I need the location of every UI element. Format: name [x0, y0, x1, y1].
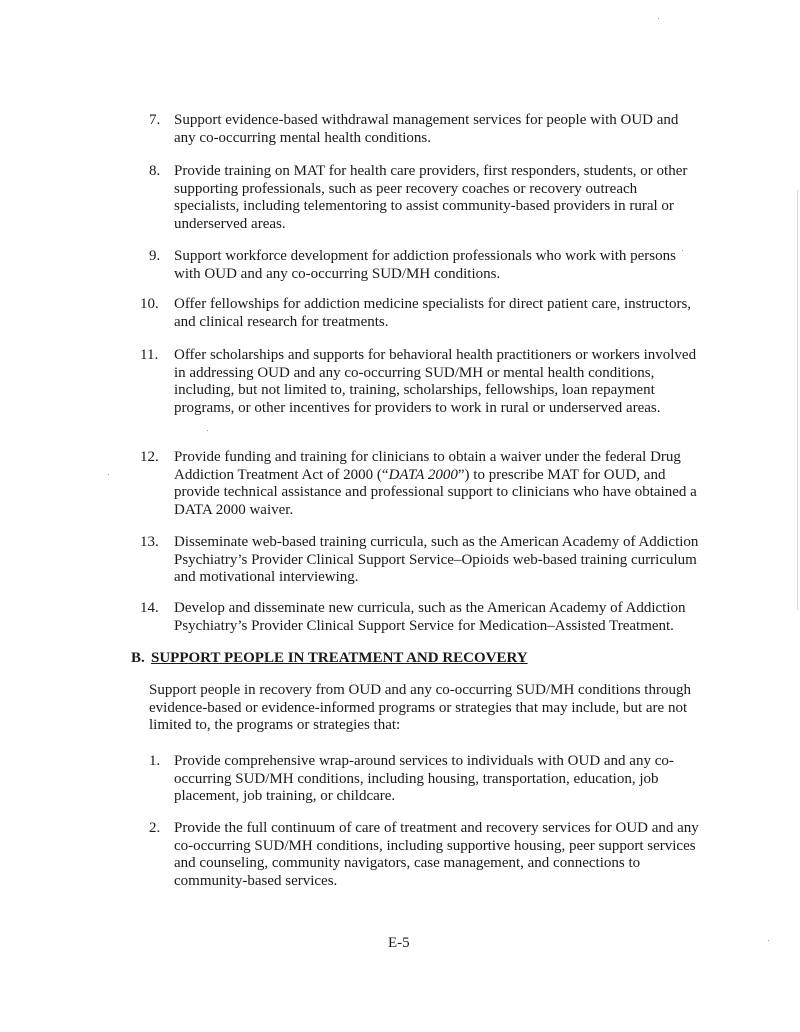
list-item-number: 8.	[149, 163, 161, 179]
list-item-text	[174, 449, 699, 519]
scan-speck	[768, 940, 769, 941]
list-item-number: 13.	[140, 534, 159, 550]
list-item-text: Support workforce development for addiction professionals who work with persons with OUD and any co-occurring SUD/MH conditions.	[174, 248, 676, 282]
list-item-text: Offer scholarships and supports for behavioral health practitioners or workers involved in addressing OUD and any co-occurring SUD/MH or mental health conditions, including, but not limited to, training, scholarships, fellowships, loan repayment programs, or other incentives for providers to work in rural or underserved areas.	[174, 347, 697, 416]
section-title: SUPPORT PEOPLE IN TREATMENT AND RECOVERY	[151, 650, 528, 666]
list-item-b2	[149, 820, 699, 890]
list-item-number: 9.	[149, 248, 161, 264]
page-number: E-5	[388, 935, 410, 951]
scan-speck	[658, 18, 659, 19]
list-item-10	[140, 296, 699, 331]
list-item-number: 11.	[140, 347, 159, 363]
list-item-number: 10.	[140, 296, 159, 312]
section-heading	[131, 650, 528, 668]
scan-edge-artifact	[797, 190, 798, 610]
list-item-12	[140, 449, 699, 519]
list-item-14	[140, 600, 699, 635]
list-item-text: Disseminate web-based training curricula, such as the American Academy of Addiction Psychiatry’s Provider Clinical Support Service–Opioids web-based training curriculum and motivational interviewing.	[174, 534, 699, 586]
list-item-text: Offer fellowships for addiction medicine specialists for direct patient care, instructors, and clinical research for treatments.	[174, 296, 692, 330]
list-item-text: Support evidence-based withdrawal management services for people with OUD and any co-occurring mental health conditions.	[174, 112, 679, 146]
list-item-text-before: Provide funding and training for clinicians to obtain a waiver under the federal Drug Addiction Treatment Act of 2000 (“	[174, 449, 681, 483]
list-item-7	[149, 112, 699, 147]
list-item-text: Provide comprehensive wrap-around services to individuals with OUD and any co-occurring SUD/MH conditions, including housing, transportation, education, job placement, job training, or childcare.	[174, 753, 674, 805]
scan-speck	[207, 430, 208, 431]
list-item-text: Provide training on MAT for health care providers, first responders, students, or other supporting professionals, such as peer recovery coaches or recovery outreach specialists, including telementoring to assist community-based providers in rural or underserved areas.	[174, 163, 688, 232]
scan-speck	[108, 474, 109, 475]
section-intro: Support people in recovery from OUD and any co-occurring SUD/MH conditions through evidence-based or evidence-informed programs or strategies that may include, but are not limited to, the programs or strategies that:	[149, 682, 691, 734]
list-item-number: 7.	[149, 112, 161, 128]
list-item-9	[149, 248, 699, 283]
list-item-text: Provide the full continuum of care of treatment and recovery services for OUD and any co-occurring SUD/MH conditions, including supportive housing, peer support services and counseling, community navigators, case management, and connections to community-based services.	[174, 820, 699, 889]
scan-speck	[682, 250, 683, 251]
list-item-number: 14.	[140, 600, 159, 616]
list-item-text: Develop and disseminate new curricula, such as the American Academy of Addiction Psychiatry’s Provider Clinical Support Service for Medication–Assisted Treatment.	[174, 600, 686, 634]
list-item-13	[140, 534, 699, 587]
section-letter: B.	[131, 650, 145, 666]
list-item-number: 2.	[149, 820, 161, 836]
list-item-number: 12.	[140, 449, 159, 465]
list-item-text-after: ”) to prescribe MAT for OUD, and provide technical assistance and professional support to clinicians who have obtained a DATA 2000 waiver.	[174, 466, 697, 518]
list-item-8	[149, 163, 699, 233]
list-item-b1	[149, 753, 699, 806]
list-item-number: 1.	[149, 753, 161, 769]
act-short-name: DATA 2000	[388, 466, 458, 483]
list-item-11	[140, 347, 699, 417]
